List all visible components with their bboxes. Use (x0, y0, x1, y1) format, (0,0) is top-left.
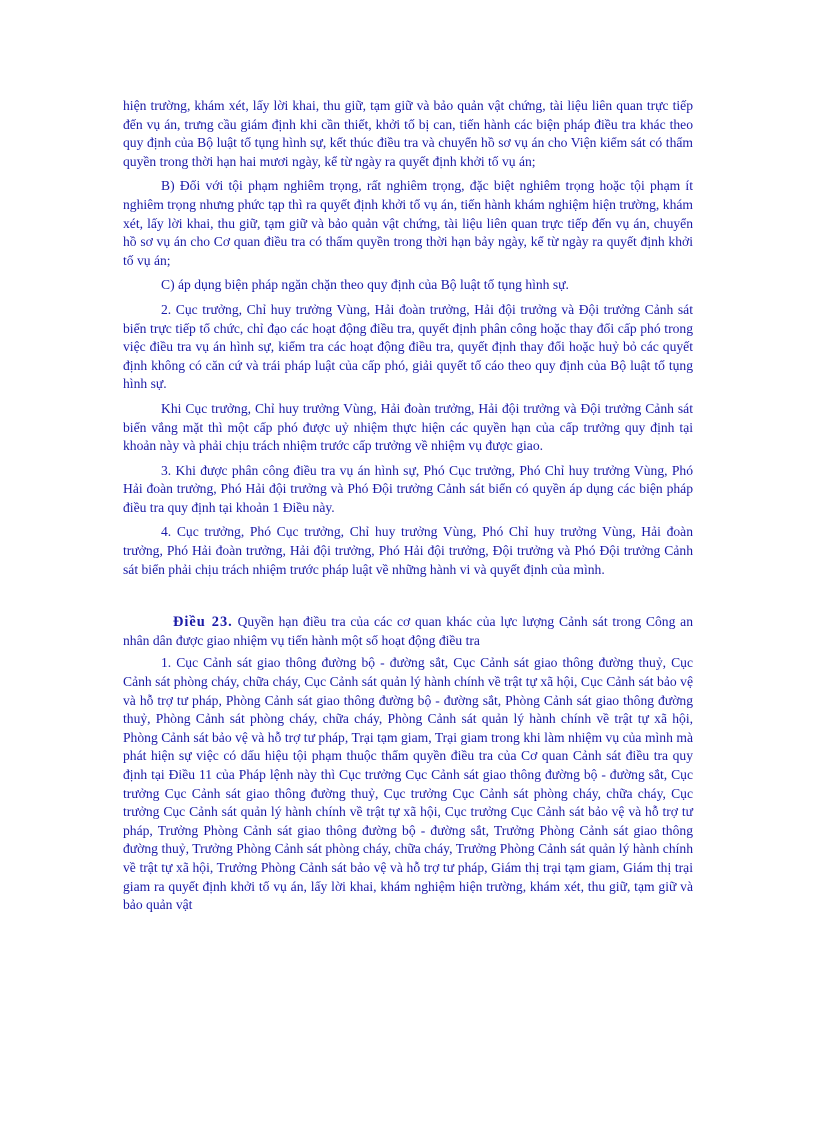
paragraph-continuation: hiện trường, khám xét, lấy lời khai, thu giữ, tạm giữ và bảo quản vật chứng, tài liệu liên quan trực tiếp đến vụ án, trưng cầu giám định khi cần thiết, khởi tố bị can, tiến hành các biện pháp điều tra khác theo quy định của Bộ luật tố tụng hình sự, kết thúc điều tra và chuyển hồ sơ vụ án cho Viện kiểm sát có thẩm quyền trong thời hạn hai mươi ngày, kể từ ngày ra quyết định khởi tố vụ án; (123, 98, 693, 169)
paragraph-article-23-clause-1: 1. Cục Cảnh sát giao thông đường bộ - đường sắt, Cục Cảnh sát giao thông đường thuỷ, Cục Cảnh sát phòng cháy, chữa cháy, Cục Cảnh sát quản lý hành chính về trật tự xã hội, Cục Cảnh sát bảo vệ và hỗ trợ tư pháp, Phòng Cảnh sát giao thông đường bộ - đường sắt, Phòng Cảnh sát giao thông đường thuỷ, Phòng Cảnh sát phòng cháy, chữa cháy, Phòng Cảnh sát quản lý hành chính về trật tự xã hội, Phòng Cảnh sát bảo vệ và hỗ trợ tư pháp, Trại tạm giam, Trại giam trong khi làm nhiệm vụ của mình mà phát hiện sự việc có dấu hiệu tội phạm thuộc thẩm quyền điều tra của Cơ quan Cảnh sát điều tra quy định tại Điều 11 của Pháp lệnh này thì Cục trưởng Cục Cảnh sát giao thông đường bộ - đường sắt, Cục trưởng Cục Cảnh sát giao thông đường thuỷ, Cục trưởng Cục Cảnh sát phòng cháy, chữa cháy, Cục trưởng Cục Cảnh sát quản lý hành chính về trật tự xã hội, Cục trưởng Cục Cảnh sát bảo vệ và hỗ trợ tư pháp, Trưởng Phòng Cảnh sát giao thông đường bộ - đường sắt, Trưởng Phòng Cảnh sát giao thông đường thuỷ, Trưởng Phòng Cảnh sát phòng cháy, chữa cháy, Trưởng Phòng Cảnh sát quản lý hành chính về trật tự xã hội, Trưởng Phòng Cảnh sát bảo vệ và hỗ trợ tư pháp, Giám thị trại tạm giam, Giám thị trại giam ra quyết định khởi tố vụ án, lấy lời khai, khám nghiệm hiện trường, khám xét, thu giữ, tạm giữ và bảo quản vật (123, 655, 693, 913)
article-heading (123, 613, 693, 650)
document-page (123, 97, 693, 921)
article-label: Điều 23. (173, 614, 233, 631)
paragraph-clause-2-delegation: Khi Cục trưởng, Chỉ huy trưởng Vùng, Hải đoàn trưởng, Hải đội trưởng và Đội trưởng Cảnh sát biển vắng mặt thì một cấp phó được uỷ nhiệm thực hiện các quyền hạn của cấp trưởng quy định tại khoản này và phải chịu trách nhiệm trước cấp trưởng về nhiệm vụ được giao. (123, 400, 693, 454)
paragraph-point-b: B) Đối với tội phạm nghiêm trọng, rất nghiêm trọng, đặc biệt nghiêm trọng hoặc tội phạm ít nghiêm trọng nhưng phức tạp thì ra quyết định khởi tố vụ án, tiến hành khám nghiệm hiện trường, khám xét, lấy lời khai, thu giữ, tạm giữ và bảo quản vật chứng, tài liệu liên quan trực tiếp đến vụ án, chuyển hồ sơ vụ án cho Cơ quan điều tra có thẩm quyền trong thời hạn bảy ngày, kể từ ngày ra quyết định khởi tố vụ án; (123, 178, 693, 268)
article-title: Quyền hạn điều tra của các cơ quan khác của lực lượng Cảnh sát trong Công an nhân dân được giao nhiệm vụ tiến hành một số hoạt động điều tra (123, 614, 693, 648)
paragraph-clause-3: 3. Khi được phân công điều tra vụ án hình sự, Phó Cục trưởng, Phó Chỉ huy trưởng Vùng, Phó Hải đoàn trưởng, Phó Hải đội trưởng và Phó Đội trưởng Cảnh sát biển có quyền áp dụng các biện pháp điều tra quy định tại khoản 1 Điều này. (123, 462, 693, 515)
paragraph-point-c: C) áp dụng biện pháp ngăn chặn theo quy định của Bộ luật tố tụng hình sự. (161, 277, 569, 293)
paragraph-clause-4: 4. Cục trưởng, Phó Cục trưởng, Chỉ huy trưởng Vùng, Phó Chỉ huy trưởng Vùng, Hải đoàn trưởng, Phó Hải đoàn trưởng, Hải đội trưởng, Phó Hải đội trưởng, Đội trưởng và Phó Đội trưởng Cảnh sát biển phải chịu trách nhiệm trước pháp luật về những hành vi và quyết định của mình. (123, 524, 693, 577)
paragraph-clause-2: 2. Cục trưởng, Chỉ huy trưởng Vùng, Hải đoàn trưởng, Hải đội trưởng và Đội trưởng Cảnh sát biển trực tiếp tổ chức, chỉ đạo các hoạt động điều tra, quyết định phân công hoặc thay đổi cấp phó trong việc điều tra vụ án hình sự, kiểm tra các hoạt động điều tra, quyết định thay đổi hoặc huỷ bỏ các quyết định không có căn cứ và trái pháp luật của cấp phó, giải quyết tố cáo theo quy định của Bộ luật tố tụng hình sự. (123, 301, 693, 392)
section-spacer (123, 585, 693, 613)
